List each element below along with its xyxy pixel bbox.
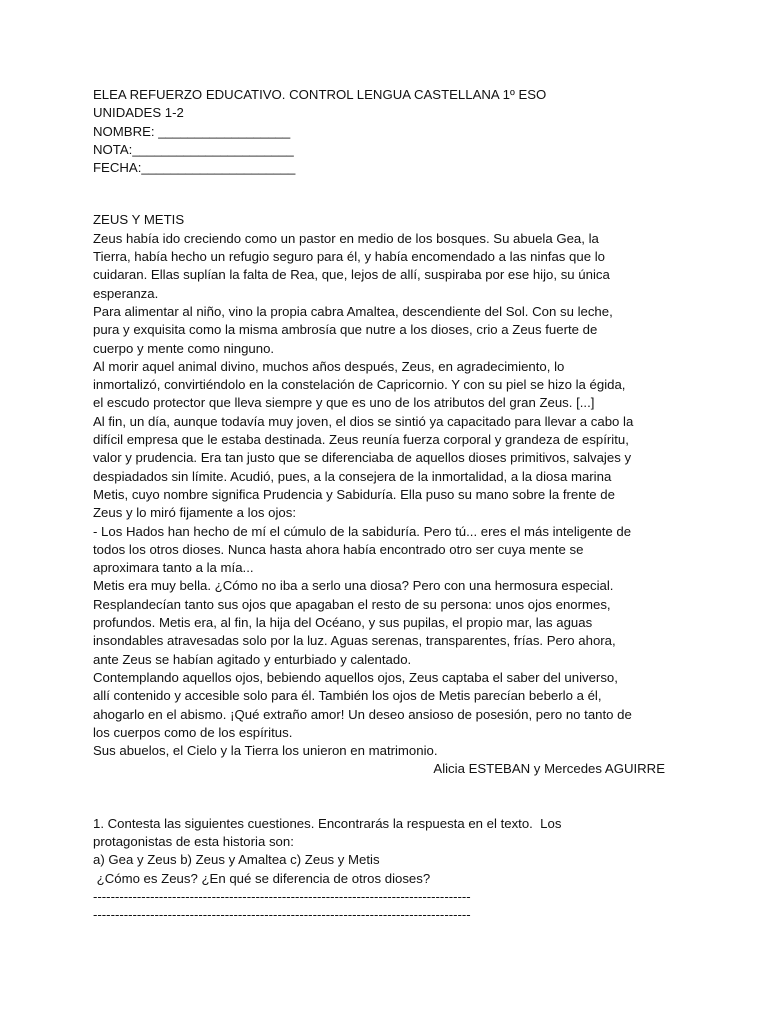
name-field: NOMBRE: __________________ [93, 123, 291, 139]
story-line: profundos. Metis era, al fin, la hija del Océano, y sus pupilas, el propio mar, las aguas [93, 615, 593, 631]
story-line: Al fin, un día, aunque todavía muy joven, el dios se sintió ya capacitado para llevar a cabo la [93, 413, 634, 429]
exam-title: ELEA REFUERZO EDUCATIVO. CONTROL LENGUA CASTELLANA 1º ESO [93, 87, 547, 102]
story-line: todos los otros dioses. Nunca hasta ahora había encontrado otro ser cuya mente se [93, 541, 584, 557]
story-line: esperanza. [93, 285, 159, 301]
exam-units: UNIDADES 1-2 [93, 105, 184, 121]
story-line: Al morir aquel animal divino, muchos años después, Zeus, en agradecimiento, lo [93, 358, 565, 374]
story-body [93, 230, 683, 761]
questions-section [93, 815, 683, 925]
question-1-line-2: protagonistas de esta historia son: [93, 833, 294, 849]
story-line: valor y prudencia. Era tan justo que se diferenciaba de aquellos dioses primitivos, salvajes y [93, 450, 632, 466]
story-line: difícil empresa que le estaba destinada. Zeus reunía fuerza corporal y grandeza de espíritu, [93, 432, 629, 448]
story-line: allí contenido y accesible solo para él. También los ojos de Metis parecían beberlo a él, [93, 688, 602, 704]
story-line: Zeus y lo miró fijamente a los ojos: [93, 505, 297, 521]
story-line: - Los Hados han hecho de mí el cúmulo de la sabiduría. Pero tú... eres el más inteligente de [93, 523, 632, 539]
story-line: Metis, cuyo nombre significa Prudencia y Sabiduría. Ella puso su mano sobre la frente de [93, 486, 615, 502]
story-line: Tierra, había hecho un refugio seguro para él, y había encomendado a las ninfas que lo [93, 249, 605, 265]
date-field: FECHA:_____________________ [93, 160, 296, 176]
story-line: Contemplando aquellos ojos, bebiendo aquellos ojos, Zeus captaba el saber del universo, [93, 669, 618, 685]
story-section [93, 211, 683, 778]
question-1-line-1 [93, 815, 683, 833]
document-page [93, 86, 683, 924]
story-line: ante Zeus se habían agitado y enturbiado y calentado. [93, 651, 412, 667]
story-line: pura y exquisita como la misma ambrosía que nutre a los dioses, crio a Zeus fuerte de [93, 322, 598, 338]
story-line: Resplandecían tanto sus ojos que apagaban el resto de su persona: unos ojos enormes, [93, 596, 611, 612]
story-line: Sus abuelos, el Cielo y la Tierra los unieron en matrimonio. [93, 743, 438, 759]
story-line: los cuerpos como de los espíritus. [93, 724, 293, 740]
story-line: Para alimentar al niño, vino la propia cabra Amaltea, descendiente del Sol. Con su leche, [93, 303, 613, 319]
question-1-text-end: Los [536, 815, 562, 831]
story-authors: Alicia ESTEBAN y Mercedes AGUIRRE [433, 761, 665, 777]
grade-field: NOTA:______________________ [93, 141, 294, 157]
question-2-text: ¿Cómo es Zeus? ¿En qué se diferencia de otros dioses? [93, 870, 431, 886]
question-1-options: a) Gea y Zeus b) Zeus y Amaltea c) Zeus y Metis [93, 852, 380, 868]
story-line: aproximara tanto a la mía... [93, 560, 254, 576]
answer-line: -------------------------------------------------------------------------------------- [93, 907, 471, 923]
question-1-text: 1. Contesta las siguientes cuestiones. Encontrarás la respuesta en el texto. [93, 815, 537, 831]
story-line: el escudo protector que lleva siempre y que es uno de los atributos del gran Zeus. [...] [93, 395, 595, 411]
story-line: ahogarlo en el abismo. ¡Qué extraño amor! Un deseo ansioso de posesión, pero no tanto de [93, 706, 632, 722]
story-line: inmortalizó, convirtiéndolo en la constelación de Capricornio. Y con su piel se hizo la égida, [93, 377, 626, 393]
story-line: cuidaran. Ellas suplían la falta de Rea, que, lejos de allí, suspiraba por ese hijo, su única [93, 267, 610, 283]
exam-header [93, 86, 683, 177]
story-title: ZEUS Y METIS [93, 212, 185, 228]
question-2-line [93, 870, 683, 888]
story-line: insondables atravesadas solo por la luz. Aguas serenas, transparentes, frías. Pero ahora, [93, 633, 616, 649]
story-line: despiadados sin límite. Acudió, pues, a la consejera de la inmortalidad, a la diosa marina [93, 468, 612, 484]
story-line: Metis era muy bella. ¿Cómo no iba a serlo una diosa? Pero con una hermosura especial. [93, 578, 614, 594]
story-line: Zeus había ido creciendo como un pastor en medio de los bosques. Su abuela Gea, la [93, 230, 599, 246]
answer-line: -------------------------------------------------------------------------------------- [93, 888, 471, 904]
story-line: cuerpo y mente como ninguno. [93, 340, 275, 356]
